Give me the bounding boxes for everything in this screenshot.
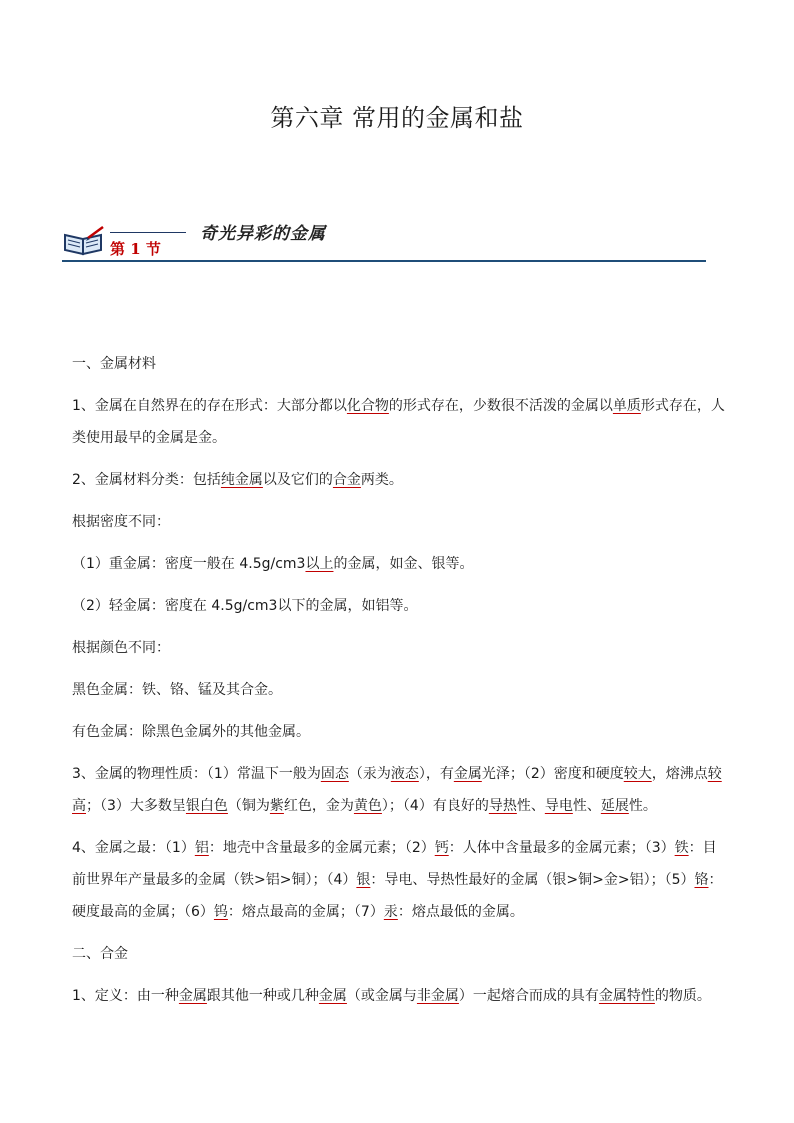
underlined-term: 金属特性 (598, 988, 655, 1004)
text-run: ：目前世界年产量最多的金属（铁>铝>铜）；（4） (72, 840, 717, 888)
paragraph (72, 716, 726, 748)
paragraph (72, 758, 726, 822)
underlined-term: 液态 (390, 766, 419, 782)
text-run: 根据密度不同： (72, 514, 170, 530)
underlined-term: 延展 (600, 798, 629, 814)
paragraph (72, 348, 726, 380)
text-run: 有色金属：除黑色金属外的其他金属。 (72, 724, 310, 740)
underlined-term: 钙 (434, 840, 449, 856)
underlined-term: 黄色 (353, 798, 382, 814)
section-number: 第 1 节 (110, 240, 161, 258)
text-run: ：导电、导热性最好的金属（银>铜>金>铝）；（5） (370, 872, 695, 888)
text-run: ：人体中含量最多的金属元素；（3） (448, 840, 675, 856)
paragraph (72, 390, 726, 454)
text-run: 跟其他一种或几种 (206, 988, 319, 1004)
text-run: 红色，金为 (283, 798, 354, 814)
text-run: （1）重金属：密度一般在 4.5g/cm3 (72, 556, 306, 572)
text-run: 性、 (572, 798, 601, 814)
text-run: （或金属与 (346, 988, 417, 1004)
underlined-term: 紫 (269, 798, 284, 814)
text-run: 4、金属之最：（1） (72, 840, 195, 856)
text-run: 的金属，如金、银等。 (333, 556, 474, 572)
underlined-term: 金属 (453, 766, 482, 782)
text-run: ），有 (418, 766, 454, 782)
text-run: ）一起熔合而成的具有 (458, 988, 599, 1004)
underlined-term: 银白色 (185, 798, 228, 814)
text-run: 1、金属在自然界在的存在形式：大部分都以 (72, 398, 347, 414)
text-run: （2）轻金属：密度在 4.5g/cm3以下的金属，如铝等。 (72, 598, 418, 614)
text-run: ：熔点最低的金属。 (397, 904, 524, 920)
text-run: 的形式存在，少数很不活泼的金属以 (388, 398, 613, 414)
text-run: ，熔沸点 (651, 766, 708, 782)
text-run: （汞为 (348, 766, 391, 782)
underlined-term: 钨 (213, 904, 228, 920)
underlined-term: 铝 (194, 840, 209, 856)
document-body (72, 348, 726, 1012)
underlined-term: 以上 (305, 556, 334, 572)
text-run: ）；（4）有良好的 (381, 798, 489, 814)
text-run: 黑色金属：铁、铬、锰及其合金。 (72, 682, 282, 698)
text-run: ：硬度最高的金属；（6） (72, 872, 723, 920)
section-header (62, 218, 706, 266)
underlined-term: 纯金属 (220, 472, 263, 488)
underlined-term: 导电 (544, 798, 573, 814)
header-divider (62, 260, 706, 262)
underlined-term: 单质 (612, 398, 641, 414)
underlined-term: 金属 (318, 988, 347, 1004)
text-run: 以及它们的 (262, 472, 333, 488)
text-run: 性。 (628, 798, 657, 814)
underlined-term: 非金属 (416, 988, 459, 1004)
paragraph (72, 632, 726, 664)
paragraph (72, 938, 726, 970)
underlined-term: 银 (356, 872, 371, 888)
underlined-term: 合金 (332, 472, 361, 488)
text-run: ；（3）大多数呈 (86, 798, 186, 814)
text-run: ：地壳中含量最多的金属元素；（2） (208, 840, 435, 856)
text-run: 二、合金 (72, 946, 128, 962)
underlined-term: 固态 (320, 766, 349, 782)
text-run: 一、金属材料 (72, 356, 156, 372)
text-run: 光泽；（2）密度和硬度 (481, 766, 624, 782)
text-run: 3、金属的物理性质：（1）常温下一般为 (72, 766, 321, 782)
text-run: ：熔点最高的金属；（7） (227, 904, 384, 920)
underlined-term: 金属 (178, 988, 207, 1004)
text-run: 性、 (516, 798, 545, 814)
underlined-term: 汞 (383, 904, 398, 920)
book-pencil-icon (62, 226, 106, 260)
paragraph (72, 464, 726, 496)
underlined-term: 较高 (72, 766, 722, 814)
underlined-term: 化合物 (346, 398, 389, 414)
text-run: 形式存在，人类使用最早的金属是金。 (72, 398, 725, 446)
paragraph (72, 506, 726, 538)
text-run: 两类。 (360, 472, 403, 488)
paragraph (72, 674, 726, 706)
paragraph (72, 832, 726, 928)
underlined-term: 较大 (623, 766, 652, 782)
text-run: 1、定义：由一种 (72, 988, 179, 1004)
paragraph (72, 548, 726, 580)
text-run: 根据颜色不同： (72, 640, 170, 656)
text-run: （铜为 (227, 798, 270, 814)
section-title: 奇光异彩的金属 (200, 224, 326, 244)
paragraph (72, 590, 726, 622)
underlined-term: 铬 (694, 872, 709, 888)
underlined-term: 铁 (674, 840, 689, 856)
underlined-term: 导热 (488, 798, 517, 814)
paragraph (72, 980, 726, 1012)
chapter-title: 第六章 常用的金属和盐 (270, 104, 524, 132)
text-run: 的物质。 (654, 988, 711, 1004)
text-run: 2、金属材料分类：包括 (72, 472, 221, 488)
header-short-rule (110, 232, 186, 233)
